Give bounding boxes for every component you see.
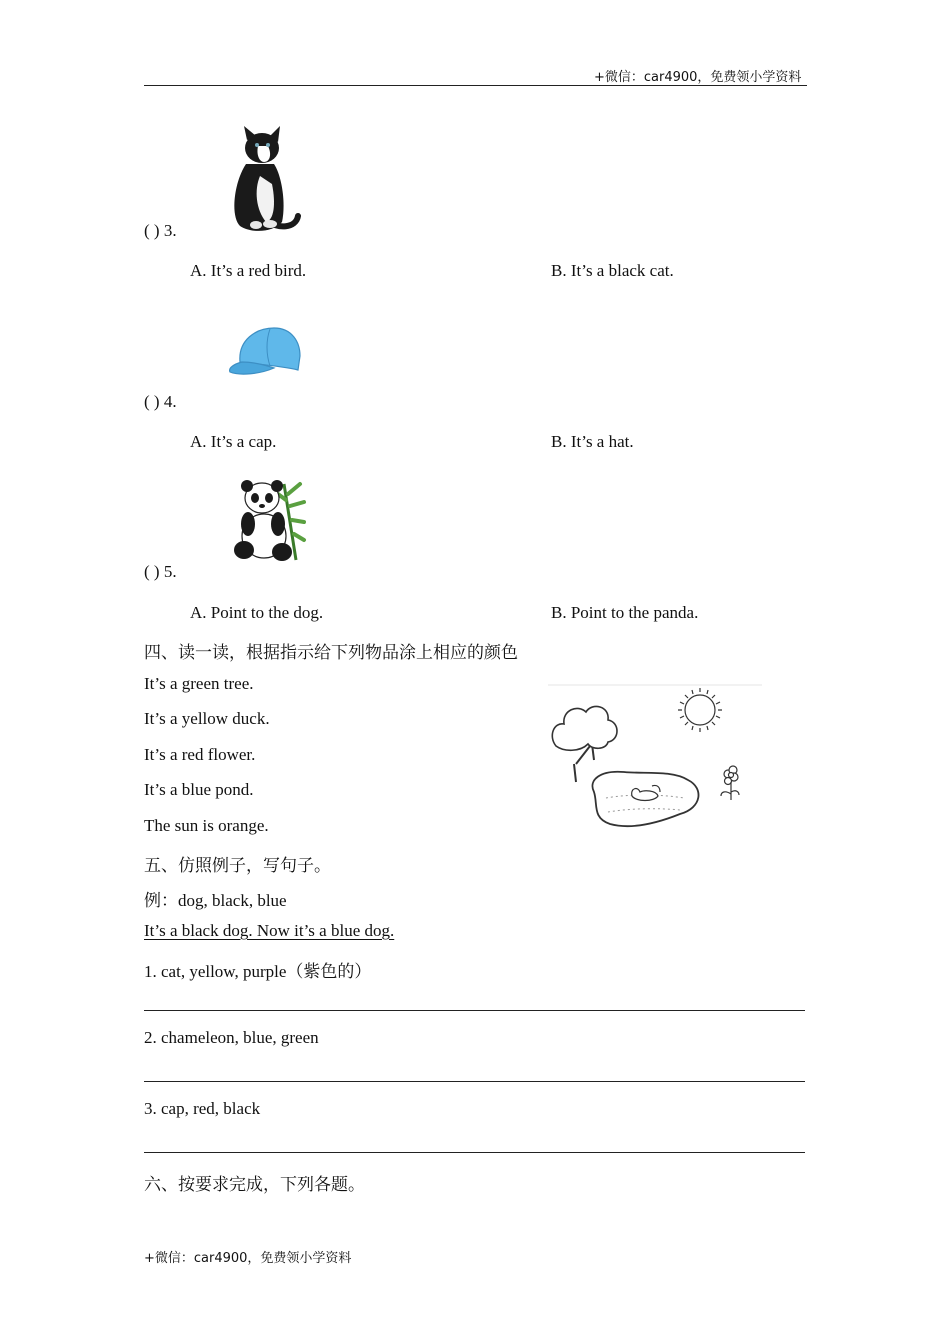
section-5-item-3: 3. cap, red, black	[144, 1099, 261, 1118]
section-6-title: 六、按要求完成，下列各题。	[144, 1175, 365, 1194]
answer-line-1[interactable]	[144, 1010, 805, 1011]
section-5-item-2: 2. chameleon, blue, green	[144, 1028, 319, 1047]
section-5-title: 五、仿照例子，写句子。	[144, 856, 331, 875]
question-4-option-a: A. It’s a cap.	[190, 432, 277, 451]
question-4-label: ( ) 4.	[144, 392, 177, 411]
header-rule	[144, 85, 807, 86]
section-4-line-5: The sun is orange.	[144, 816, 269, 835]
section-4-title: 四、读一读，根据指示给下列物品涂上相应的颜色	[144, 643, 518, 662]
section-4-line-2: It’s a yellow duck.	[144, 709, 270, 728]
header-note: +微信：car4900，免费领小学资料	[594, 70, 802, 85]
cat-image	[226, 124, 304, 236]
question-3-label: ( ) 3.	[144, 221, 177, 240]
answer-line-2[interactable]	[144, 1081, 805, 1082]
question-3-option-a: A. It’s a red bird.	[190, 261, 307, 280]
section-5-item-1: 1. cat, yellow, purple（紫色的）	[144, 962, 372, 981]
section-4-line-1: It’s a green tree.	[144, 674, 254, 693]
question-5-option-b: B. Point to the panda.	[551, 603, 699, 622]
question-4-option-b: B. It’s a hat.	[551, 432, 634, 451]
cap-image	[226, 326, 304, 378]
section-5-example-answer: It’s a black dog. Now it’s a blue dog.	[144, 921, 395, 940]
question-5-label: ( ) 5.	[144, 562, 177, 581]
section-5-example-prompt: 例：dog, black, blue	[144, 891, 287, 910]
panda-image	[230, 474, 308, 566]
question-3-option-b: B. It’s a black cat.	[551, 261, 674, 280]
section-4-line-3: It’s a red flower.	[144, 745, 256, 764]
question-5-option-a: A. Point to the dog.	[190, 603, 324, 622]
section-4-line-4: It’s a blue pond.	[144, 780, 254, 799]
answer-line-3[interactable]	[144, 1152, 805, 1153]
footer-note: +微信：car4900，免费领小学资料	[144, 1251, 352, 1266]
coloring-scene-image	[548, 684, 764, 834]
